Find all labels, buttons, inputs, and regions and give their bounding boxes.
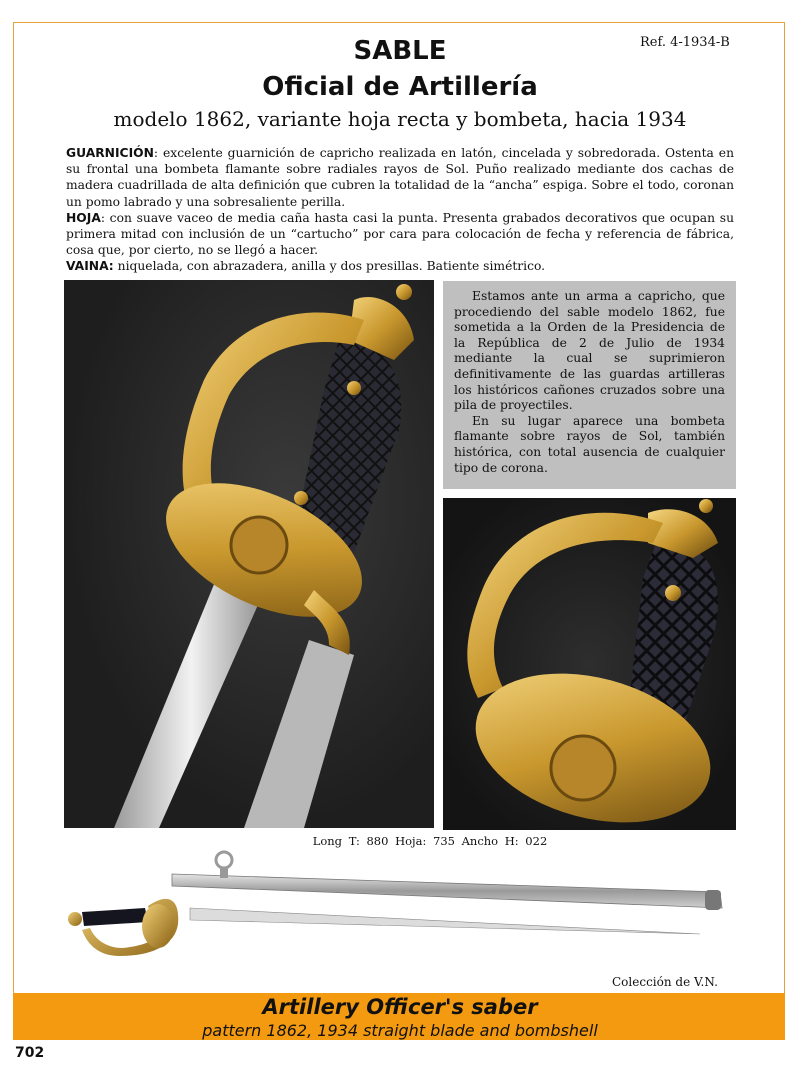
historical-note — [443, 281, 736, 489]
page-subtitle: modelo 1862, variante hoja recta y bombeta, hacia 1934 — [113, 107, 687, 131]
hilt-illustration — [64, 280, 434, 828]
hoja-text: : con suave vaceo de media caña hasta casi la punta. Presenta grabados decorativos que ocupan su primera mitad con inclusión de un “cartucho” por cara para colocación de fecha y referencia de fábrica, cosa que, por cierto, no se llegó a hacer. — [66, 210, 734, 258]
guarnicion-paragraph — [66, 145, 734, 210]
page-title: SABLE — [353, 36, 447, 66]
collection-credit: Colección de V.N. — [612, 975, 718, 989]
page-title-line2: Oficial de Artillería — [262, 72, 538, 102]
hilt-photo-large — [64, 280, 434, 828]
guard-illustration — [443, 498, 736, 830]
note-paragraph-1: Estamos ante un arma a capricho, que procediendo del sable modelo 1862, fue sometida a la Orden de la Presidencia de la República de 2 de Julio de 1934 mediante la cual se suprimieron definitivamente de las guardas artilleras los históricos cañones cruzados sobre una pila de proyectiles. — [454, 289, 725, 413]
note-paragraph-2: En su lugar aparece una bombeta flamante sobre rayos de Sol, también histórica, con total ausencia de cualquier tipo de corona. — [454, 413, 725, 475]
description-block — [66, 145, 734, 275]
guarnicion-label: GUARNICIÓN — [66, 146, 154, 160]
hoja-paragraph — [66, 210, 734, 259]
vaina-text: niquelada, con abrazadera, anilla y dos presillas. Batiente simétrico. — [113, 259, 546, 274]
english-title: Artillery Officer's saber — [262, 995, 538, 1019]
reference-number: Ref. 4-1934-B — [640, 35, 730, 50]
measurements-caption: Long T: 880 Hoja: 735 Ancho H: 022 — [312, 834, 548, 848]
vaina-label: VAINA: — [66, 259, 114, 274]
english-subtitle: pattern 1862, 1934 straight blade and bombshell — [202, 1021, 598, 1040]
guard-photo-detail — [443, 498, 736, 830]
full-saber-image — [60, 846, 740, 976]
page-number: 702 — [15, 1045, 45, 1061]
vaina-paragraph — [66, 258, 734, 274]
hoja-label: HOJA — [66, 210, 101, 225]
guarnicion-text: : excelente guarnición de capricho realizada en latón, cincelada y sobredorada. Ostenta en su frontal una bombeta flamante sobre radiales rayos de Sol. Puño realizado mediante dos cachas de madera cuadrillada de alta definición que cubren la totalidad de la “ancha” espiga. Sobre el todo, coronan un pomo labrado y una sobresaliente perilla. — [66, 146, 734, 209]
